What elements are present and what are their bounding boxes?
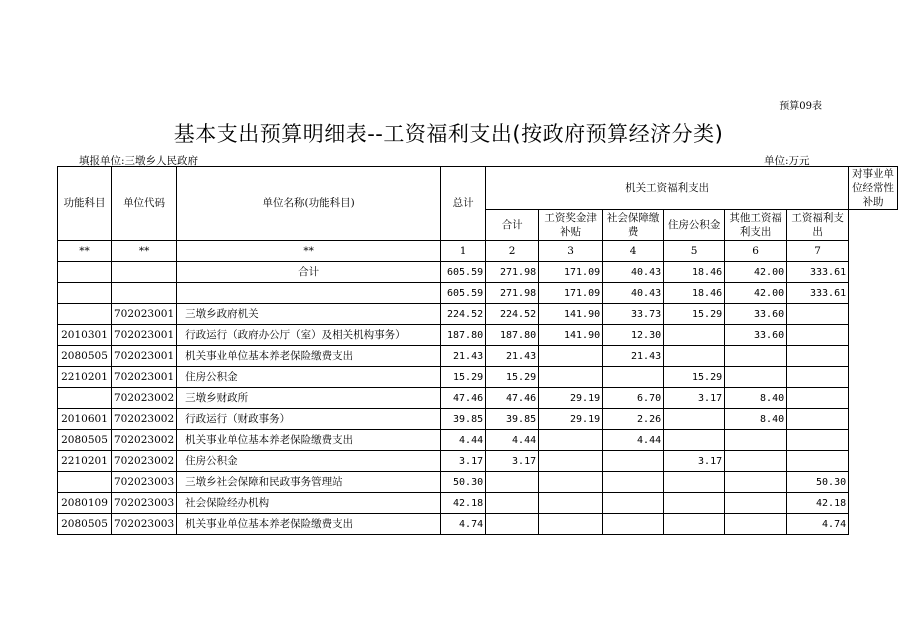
cell-social	[603, 367, 664, 388]
cell-sub-wage	[787, 325, 849, 346]
header-other: 其他工资福利支出	[725, 210, 787, 241]
cell-wage: 171.09	[539, 262, 603, 283]
cell-unit-name: 机关事业单位基本养老保险缴费支出	[177, 346, 441, 367]
cell-sum: 187.80	[486, 325, 539, 346]
cell-unit-code: 702023003	[112, 514, 177, 535]
cell-total: 15.29	[441, 367, 486, 388]
cell-sum	[486, 493, 539, 514]
cell-func-code: 2210201	[58, 367, 112, 388]
table-row	[58, 325, 898, 346]
table-row	[58, 367, 898, 388]
cell-unit-code	[112, 262, 177, 283]
cell-unit-name: 行政运行（政府办公厅（室）及相关机构事务）	[177, 325, 441, 346]
cell-wage: 29.19	[539, 388, 603, 409]
cell-other	[725, 514, 787, 535]
cell-sub-wage	[787, 409, 849, 430]
cell-unit-code: 702023003	[112, 493, 177, 514]
cell-sub-wage	[787, 430, 849, 451]
cell-func-code: 2010301	[58, 325, 112, 346]
cell-housing	[664, 430, 725, 451]
cell-housing: 18.46	[664, 262, 725, 283]
cell-wage	[539, 367, 603, 388]
cell-total: 42.18	[441, 493, 486, 514]
cell-total: 605.59	[441, 283, 486, 304]
header-sub-wage: 工资福利支出	[787, 210, 849, 241]
cell-unit-name: 三墩乡社会保障和民政事务管理站	[177, 472, 441, 493]
cell-sub-wage: 7	[787, 241, 849, 262]
cell-housing	[664, 325, 725, 346]
cell-other	[725, 472, 787, 493]
cell-unit-code: 702023001	[112, 325, 177, 346]
cell-wage: 141.90	[539, 304, 603, 325]
cell-wage: 141.90	[539, 325, 603, 346]
cell-housing	[664, 409, 725, 430]
cell-wage	[539, 472, 603, 493]
cell-social	[603, 514, 664, 535]
page-title: 基本支出预算明细表--工资福利支出(按政府预算经济分类)	[173, 122, 724, 146]
cell-unit-code: 702023002	[112, 388, 177, 409]
header-sum: 合计	[486, 210, 539, 241]
cell-total: 1	[441, 241, 486, 262]
cell-social: 12.30	[603, 325, 664, 346]
cell-other: 42.00	[725, 283, 787, 304]
table-row	[58, 409, 898, 430]
cell-total: 187.80	[441, 325, 486, 346]
cell-sum	[486, 472, 539, 493]
cell-func-code: **	[58, 241, 112, 262]
cell-func-code: 2080505	[58, 346, 112, 367]
cell-other: 8.40	[725, 388, 787, 409]
cell-sum	[486, 514, 539, 535]
cell-social: 6.70	[603, 388, 664, 409]
cell-unit-code: 702023001	[112, 304, 177, 325]
cell-func-code: 2010601	[58, 409, 112, 430]
cell-wage	[539, 493, 603, 514]
table-row	[58, 262, 898, 283]
cell-other: 8.40	[725, 409, 787, 430]
cell-social	[603, 472, 664, 493]
header-sub-group: 对事业单位经常性补助	[849, 167, 898, 210]
table-row	[58, 451, 898, 472]
header-housing: 住房公积金	[664, 210, 725, 241]
cell-unit-name: 社会保险经办机构	[177, 493, 441, 514]
cell-other: 6	[725, 241, 787, 262]
cell-total: 50.30	[441, 472, 486, 493]
cell-unit-code: 702023002	[112, 430, 177, 451]
cell-unit-name: **	[177, 241, 441, 262]
money-unit-label: 单位:万元	[764, 155, 810, 167]
cell-unit-name: 机关事业单位基本养老保险缴费支出	[177, 514, 441, 535]
header-total: 总计	[441, 167, 486, 241]
header-func-code: 功能科目	[58, 167, 112, 241]
cell-sum: 271.98	[486, 283, 539, 304]
cell-unit-code: **	[112, 241, 177, 262]
table-row	[58, 388, 898, 409]
cell-other: 33.60	[725, 325, 787, 346]
cell-func-code: 2080505	[58, 514, 112, 535]
cell-sub-wage: 50.30	[787, 472, 849, 493]
cell-sum: 2	[486, 241, 539, 262]
cell-unit-code: 702023003	[112, 472, 177, 493]
cell-wage	[539, 451, 603, 472]
cell-func-code	[58, 304, 112, 325]
cell-func-code	[58, 262, 112, 283]
cell-unit-name: 合计	[177, 262, 441, 283]
cell-total: 47.46	[441, 388, 486, 409]
cell-wage	[539, 346, 603, 367]
cell-social: 4.44	[603, 430, 664, 451]
cell-other	[725, 367, 787, 388]
cell-housing	[664, 514, 725, 535]
cell-other	[725, 451, 787, 472]
cell-social: 2.26	[603, 409, 664, 430]
table-row	[58, 430, 898, 451]
cell-unit-name: 机关事业单位基本养老保险缴费支出	[177, 430, 441, 451]
cell-unit-name	[177, 283, 441, 304]
cell-sum: 47.46	[486, 388, 539, 409]
cell-unit-name: 住房公积金	[177, 451, 441, 472]
cell-func-code	[58, 472, 112, 493]
cell-other	[725, 493, 787, 514]
cell-unit-name: 三墩乡政府机关	[177, 304, 441, 325]
table-row	[58, 514, 898, 535]
cell-other	[725, 430, 787, 451]
cell-wage: 3	[539, 241, 603, 262]
cell-unit-name: 行政运行（财政事务）	[177, 409, 441, 430]
table-row	[58, 493, 898, 514]
cell-unit-code: 702023001	[112, 367, 177, 388]
cell-social: 33.73	[603, 304, 664, 325]
header-unit-name: 单位名称(功能科目)	[177, 167, 441, 241]
cell-sub-wage: 333.61	[787, 262, 849, 283]
cell-unit-code: 702023002	[112, 409, 177, 430]
cell-sub-wage: 42.18	[787, 493, 849, 514]
cell-unit-code	[112, 283, 177, 304]
budget-table	[57, 166, 898, 535]
cell-unit-code: 702023001	[112, 346, 177, 367]
cell-sub-wage	[787, 388, 849, 409]
table-row	[58, 283, 898, 304]
cell-wage: 171.09	[539, 283, 603, 304]
cell-housing: 15.29	[664, 367, 725, 388]
cell-sub-wage	[787, 367, 849, 388]
form-number: 预算09表	[779, 101, 822, 112]
cell-sum: 3.17	[486, 451, 539, 472]
cell-sum: 15.29	[486, 367, 539, 388]
cell-other: 33.60	[725, 304, 787, 325]
cell-housing: 15.29	[664, 304, 725, 325]
cell-total: 39.85	[441, 409, 486, 430]
cell-sum: 224.52	[486, 304, 539, 325]
cell-total: 21.43	[441, 346, 486, 367]
table-body	[58, 241, 898, 535]
cell-housing	[664, 472, 725, 493]
cell-total: 605.59	[441, 262, 486, 283]
cell-unit-name: 住房公积金	[177, 367, 441, 388]
cell-other	[725, 346, 787, 367]
cell-sub-wage: 333.61	[787, 283, 849, 304]
table-row	[58, 472, 898, 493]
cell-func-code	[58, 283, 112, 304]
table-row	[58, 304, 898, 325]
cell-housing: 3.17	[664, 388, 725, 409]
cell-sub-wage	[787, 451, 849, 472]
cell-social: 4	[603, 241, 664, 262]
cell-wage	[539, 514, 603, 535]
cell-social	[603, 451, 664, 472]
cell-sub-wage	[787, 346, 849, 367]
index-row	[58, 241, 898, 262]
cell-wage: 29.19	[539, 409, 603, 430]
cell-total: 224.52	[441, 304, 486, 325]
cell-social: 21.43	[603, 346, 664, 367]
cell-social: 40.43	[603, 262, 664, 283]
cell-unit-code: 702023002	[112, 451, 177, 472]
header-wage: 工资奖金津补贴	[539, 210, 603, 241]
cell-total: 4.44	[441, 430, 486, 451]
cell-unit-name: 三墩乡财政所	[177, 388, 441, 409]
header-social: 社会保障缴费	[603, 210, 664, 241]
cell-sum: 21.43	[486, 346, 539, 367]
cell-total: 3.17	[441, 451, 486, 472]
cell-housing	[664, 493, 725, 514]
header-org-group: 机关工资福利支出	[486, 167, 849, 210]
cell-sub-wage	[787, 304, 849, 325]
cell-wage	[539, 430, 603, 451]
cell-sum: 39.85	[486, 409, 539, 430]
cell-social: 40.43	[603, 283, 664, 304]
cell-sub-wage: 4.74	[787, 514, 849, 535]
cell-sum: 4.44	[486, 430, 539, 451]
cell-func-code: 2080505	[58, 430, 112, 451]
header-unit-code: 单位代码	[112, 167, 177, 241]
cell-sum: 271.98	[486, 262, 539, 283]
cell-housing	[664, 346, 725, 367]
cell-housing: 3.17	[664, 451, 725, 472]
cell-func-code	[58, 388, 112, 409]
cell-func-code: 2210201	[58, 451, 112, 472]
fill-unit-label: 填报单位:三墩乡人民政府	[79, 155, 199, 167]
cell-func-code: 2080109	[58, 493, 112, 514]
cell-other: 42.00	[725, 262, 787, 283]
cell-total: 4.74	[441, 514, 486, 535]
cell-housing: 5	[664, 241, 725, 262]
cell-social	[603, 493, 664, 514]
cell-housing: 18.46	[664, 283, 725, 304]
table-row	[58, 346, 898, 367]
